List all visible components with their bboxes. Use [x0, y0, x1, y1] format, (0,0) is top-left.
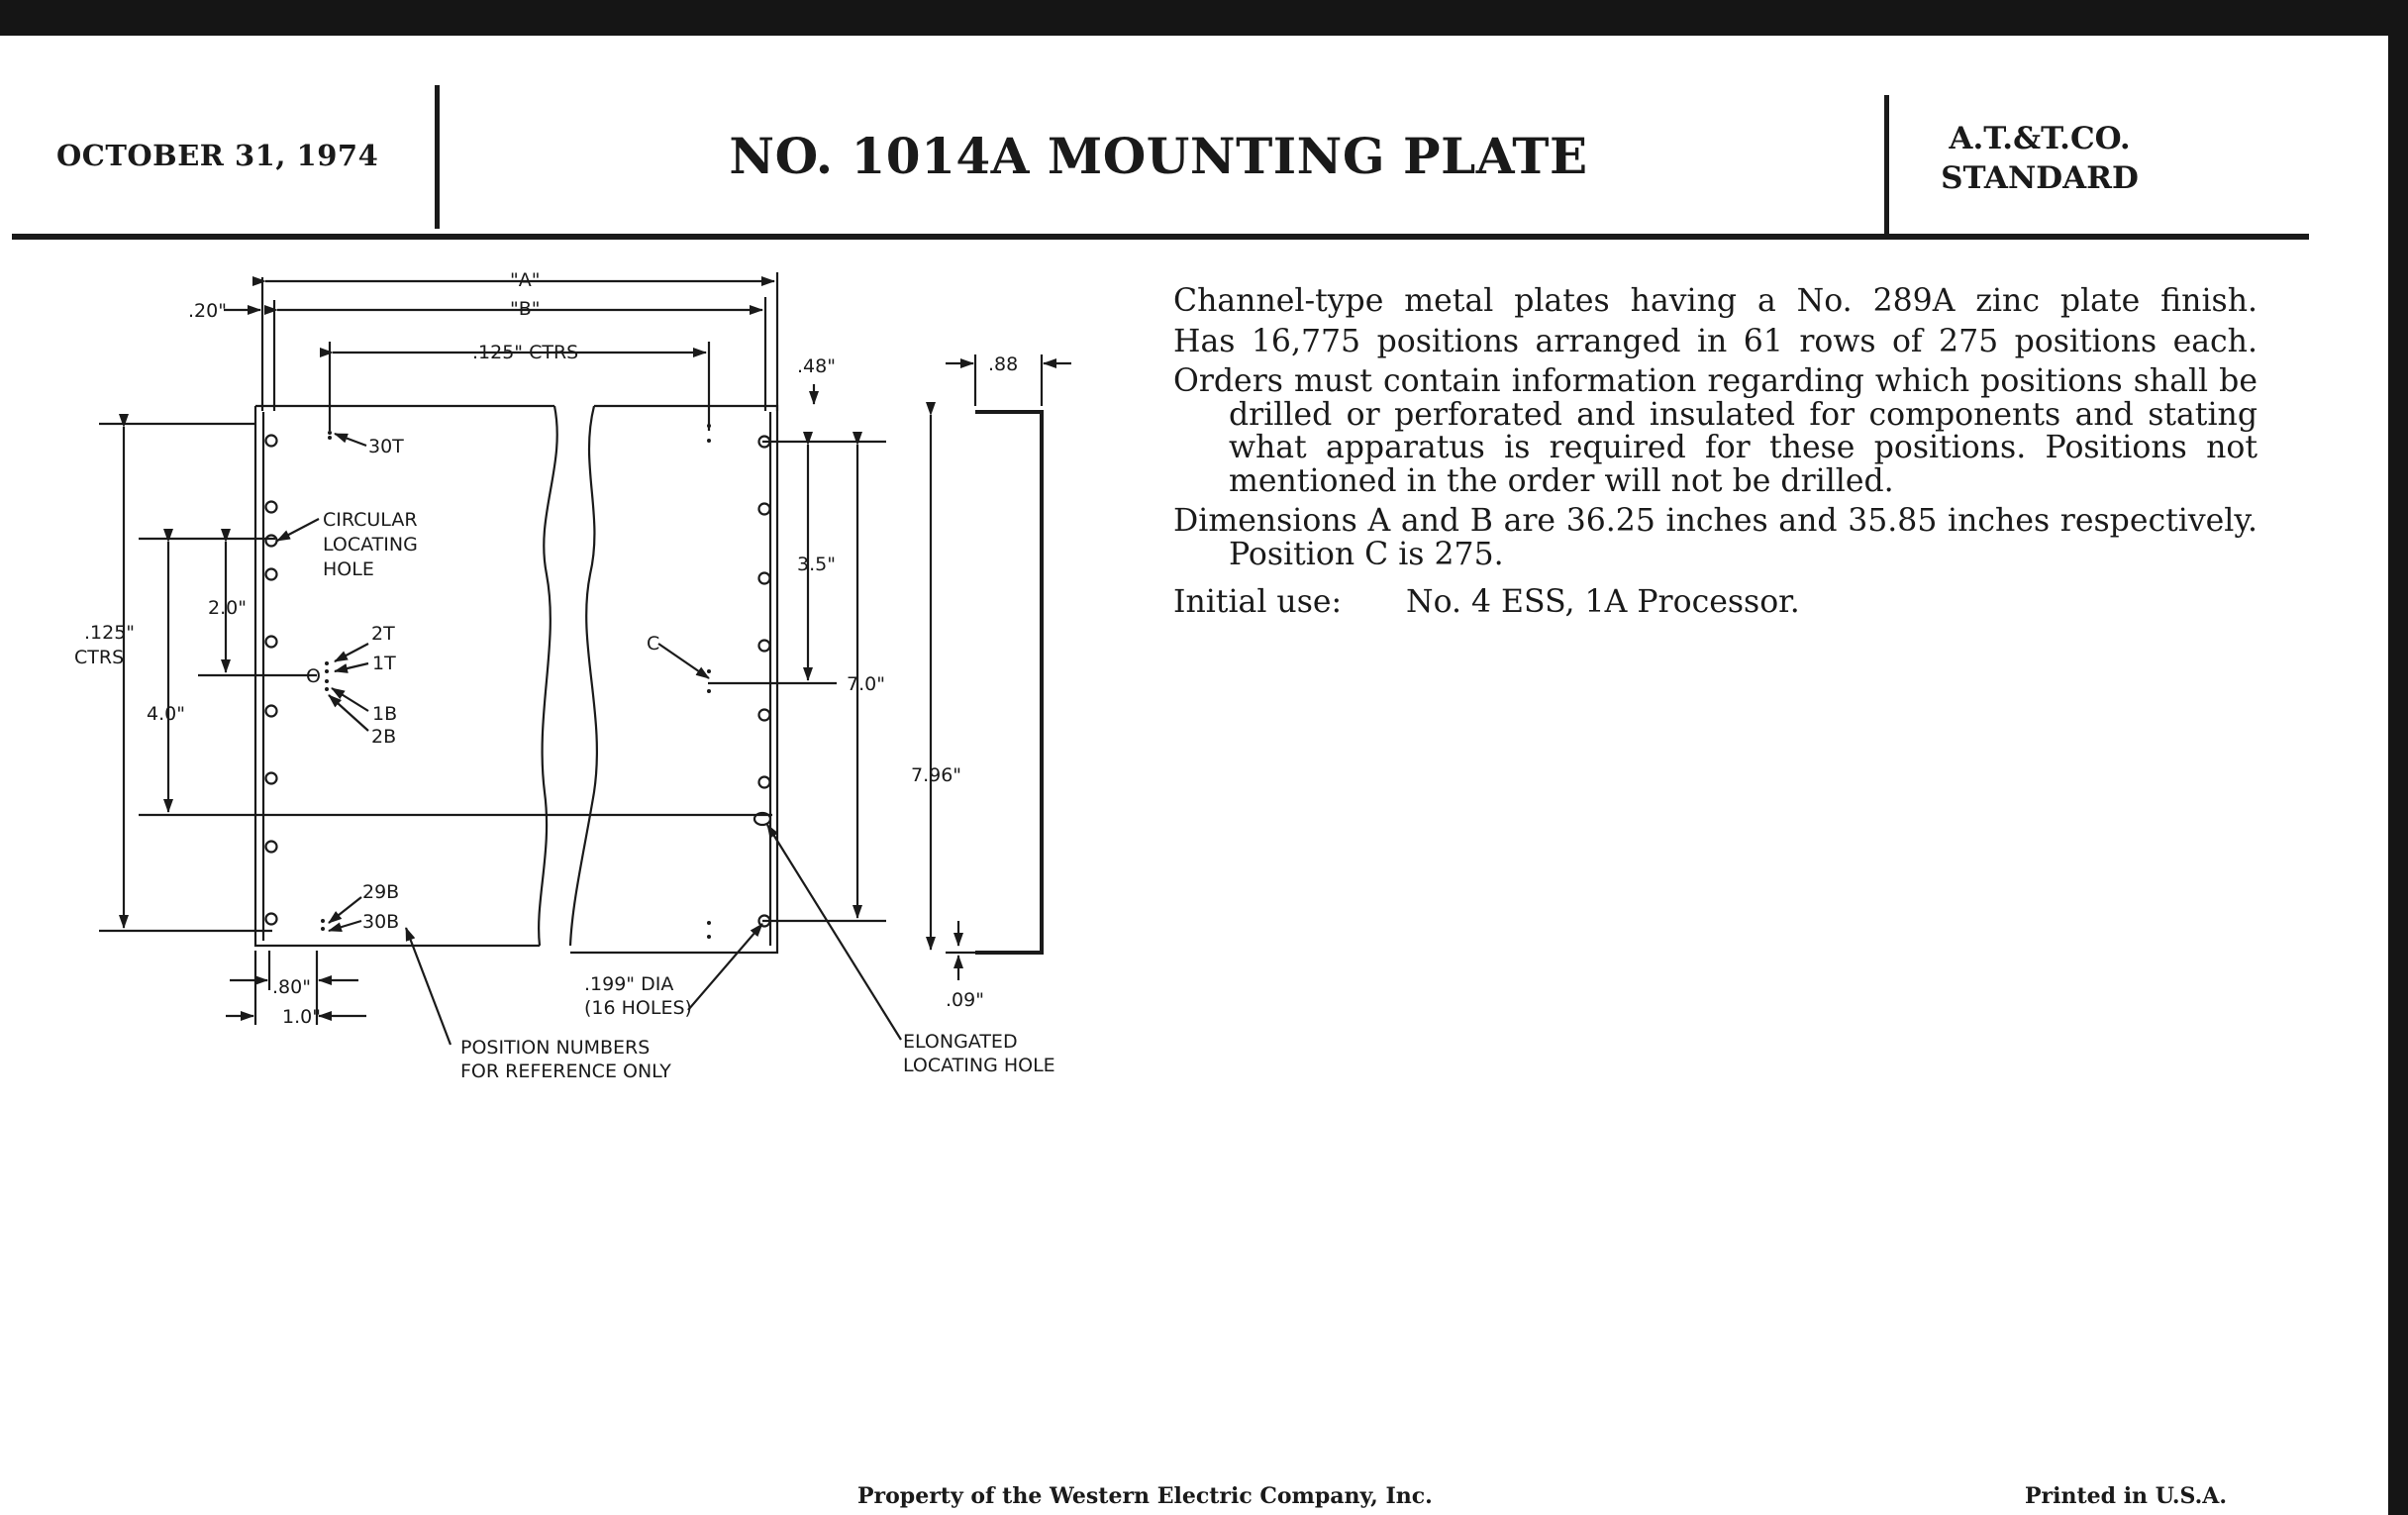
label-30t: 30T	[368, 436, 404, 457]
label-c: C	[647, 633, 660, 655]
description-finish: Channel-type metal plates having a No. 289A zinc plate finish.	[1173, 283, 2258, 319]
label-position-numbers-2: FOR REFERENCE ONLY	[460, 1060, 671, 1082]
label-30b: 30B	[362, 911, 400, 933]
dim-09-label: .09"	[946, 989, 984, 1011]
description-orders: Orders must contain information regarding which positions shall be drilled or perforated and insulated for components and stating what apparatus is required for these positions. Positions not mentioned in the order will not be drilled.	[1173, 363, 2258, 499]
label-circular-3: HOLE	[323, 558, 374, 580]
dim-125-ctrs-label: .125" CTRS	[472, 342, 579, 363]
channel-side-view	[975, 412, 1042, 953]
issue-date: OCTOBER 31, 1974	[56, 139, 379, 172]
dim-48-label: .48"	[797, 355, 836, 377]
dim-a-label: "A"	[510, 269, 541, 291]
dim-20-label: .20"	[188, 300, 227, 322]
break-line-left	[539, 406, 557, 946]
label-position-numbers-1: POSITION NUMBERS	[460, 1037, 651, 1059]
dim-b-label: "B"	[510, 298, 541, 320]
standard-line-2: STANDARD	[1941, 160, 2139, 196]
label-circular-1: CIRCULAR	[323, 509, 418, 531]
dim-88-label: .88	[988, 354, 1019, 375]
standard-line-1: A.T.&T.CO.	[1949, 121, 2131, 156]
footer-property: Property of the Western Electric Company, Inc.	[857, 1483, 1433, 1509]
dim-10-label: 1.0"	[282, 1006, 321, 1028]
initial-use-value: No. 4 ESS, 1A Processor.	[1406, 584, 1800, 620]
label-2b: 2B	[371, 726, 397, 748]
dim-40-label: 4.0"	[147, 703, 185, 725]
dim-125-v-label: .125"	[84, 622, 136, 644]
label-1t: 1T	[372, 653, 396, 674]
plate-right-outline	[570, 406, 777, 953]
label-o: O	[306, 665, 321, 687]
label-elongated-2: LOCATING HOLE	[903, 1055, 1055, 1076]
footer-printed: Printed in U.S.A.	[2025, 1483, 2228, 1509]
label-2t: 2T	[371, 623, 395, 645]
dim-80-label: .80"	[272, 976, 311, 998]
page-title: NO. 1014A MOUNTING PLATE	[729, 127, 1588, 185]
description-positions: Has 16,775 positions arranged in 61 rows of 275 positions each.	[1173, 323, 2258, 359]
label-dia-1: .199" DIA	[584, 973, 674, 995]
description-dimensions: Dimensions A and B are 36.25 inches and 35.85 inches respectively. Position C is 275.	[1173, 503, 2258, 572]
label-circular-2: LOCATING	[323, 534, 418, 556]
label-dia-2: (16 HOLES)	[584, 997, 692, 1019]
label-29b: 29B	[362, 881, 400, 903]
dim-796-label: 7.96"	[911, 764, 962, 786]
initial-use-label: Initial use:	[1173, 584, 1343, 620]
dim-20v-label: 2.0"	[208, 597, 247, 619]
break-line-right	[570, 406, 597, 946]
dim-35-label: 3.5"	[797, 554, 836, 575]
dim-70-label: 7.0"	[847, 673, 885, 695]
dim-ctrs-v-label: CTRS	[74, 647, 125, 668]
label-1b: 1B	[372, 703, 398, 725]
label-elongated-1: ELONGATED	[903, 1031, 1018, 1053]
